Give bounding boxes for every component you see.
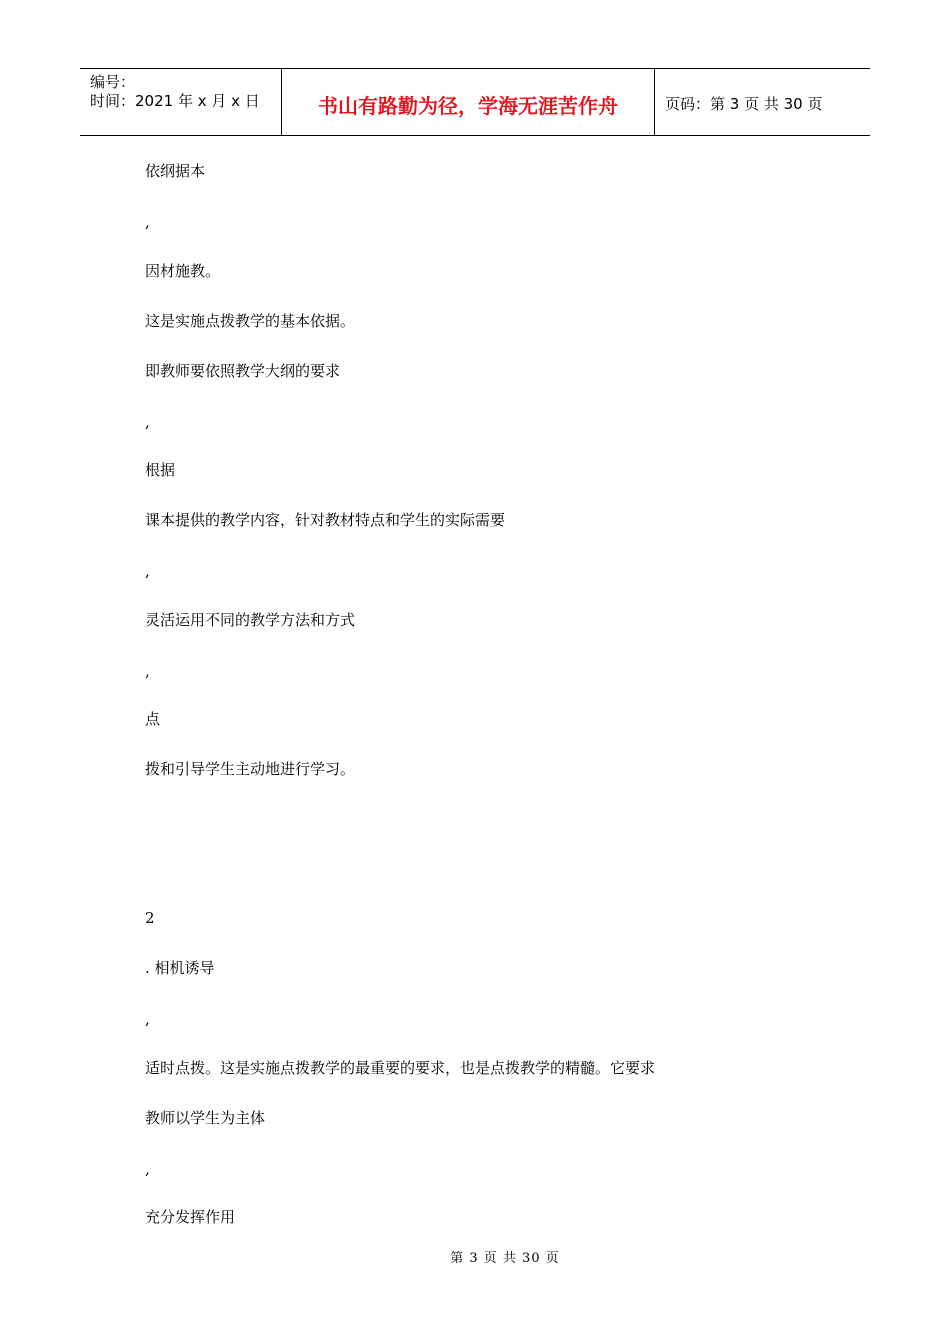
text-line: , [145, 1160, 150, 1178]
text-line: 教师以学生为主体 [145, 1109, 266, 1127]
text-line: 点 [145, 710, 161, 728]
text-line: 因材施教。 [145, 262, 221, 280]
section-number: 2 [145, 909, 155, 927]
text-line: 课本提供的教学内容，针对教材特点和学生的实际需要 [145, 511, 506, 529]
header-meta [80, 69, 282, 135]
text-line: , [145, 562, 150, 580]
text-line: 根据 [145, 461, 176, 479]
header-motto: 书山有路勤为径，学海无涯苦作舟 [282, 69, 655, 135]
text-line: 依纲据本 [145, 162, 206, 180]
text-line: 这是实施点拨教学的基本依据。 [145, 312, 356, 330]
text-line: 即教师要依照教学大纲的要求 [145, 362, 341, 380]
text-line: , [145, 413, 150, 431]
text-line: 充分发挥作用 [145, 1208, 236, 1226]
document-date: 时间：2021 年 x 月 x 日 [90, 92, 260, 110]
page-footer: 第 3 页 共 30 页 [450, 1251, 560, 1266]
text-line: , [145, 213, 150, 231]
page-header [80, 68, 870, 136]
section-heading: . 相机诱导 [145, 959, 215, 977]
text-line: , [145, 1010, 150, 1028]
document-number-label: 编号： [90, 73, 136, 91]
text-line: 拨和引导学生主动地进行学习。 [145, 760, 356, 778]
header-page-info: 页码：第 3 页 共 30 页 [665, 94, 823, 113]
text-line: 灵活运用不同的教学方法和方式 [145, 611, 356, 629]
text-line: , [145, 662, 150, 680]
text-line: 适时点拨。这是实施点拨教学的最重要的要求，也是点拨教学的精髓。它要求 [145, 1059, 656, 1077]
